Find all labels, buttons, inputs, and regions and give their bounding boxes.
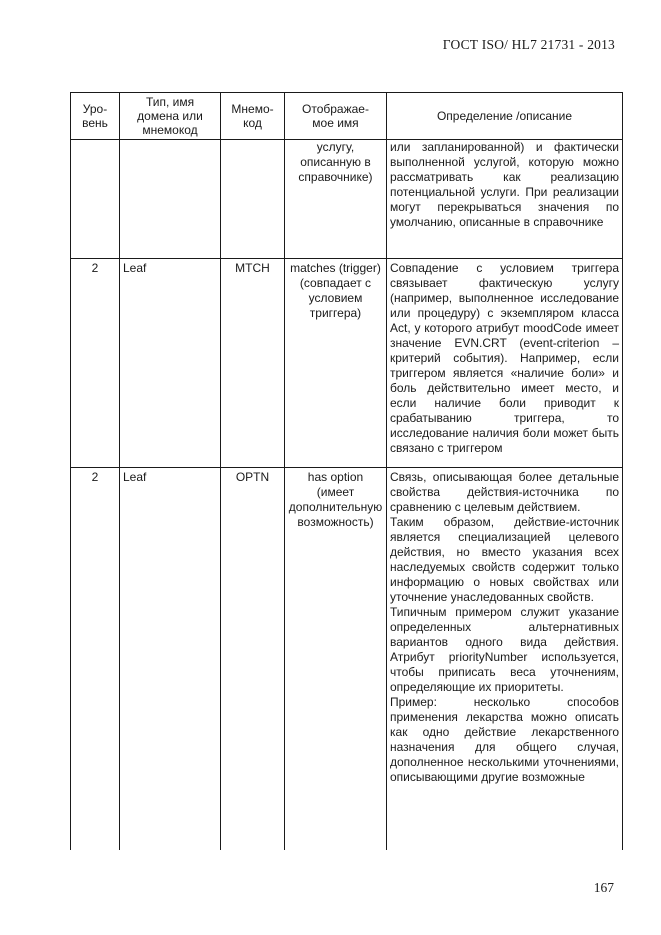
table-header-row	[71, 93, 623, 140]
cell-display-name	[285, 468, 387, 851]
definition-paragraph: Пример: несколько способов применения лекарства можно описать как одно действие лекарственного назначения для общего случая, дополненное несколькими уточнениями, описывающими другие возможные	[390, 695, 619, 784]
definition-paragraph: Совпадение с условием триггера связывает фактическую услугу (например, выполненное исследование или процедуру) с экземпляром класса Act, у которого атрибут moodCode имеет значение EVN.CRT (event-criterion – критерий события). Например, если триггером является «наличие боли» и боль действительно имеет место, и если наличие боли приводит к срабатыванию триггера, то исследование наличия боли может быть связано с триггером	[390, 261, 619, 455]
table-row	[71, 140, 623, 259]
cell-display-name	[285, 140, 387, 259]
definition-paragraph: или запланированной) и фактически выполненной услугой, которую можно рассматривать как реализацию потенциальной услуги. При реализации могут перекрываться значения по умолчанию, описанные в справочнике	[390, 140, 619, 229]
table-row	[71, 468, 623, 851]
cell-type: Leaf	[120, 468, 221, 851]
page-number: 167	[593, 880, 614, 895]
cell-type	[120, 140, 221, 259]
column-header-type: Тип, имя домена или мнемокод	[120, 93, 221, 140]
cell-type: Leaf	[120, 259, 221, 468]
cell-definition	[387, 468, 623, 851]
cell-level: 2	[71, 468, 120, 851]
cell-display-name	[285, 259, 387, 468]
column-header-level: Уро- вень	[71, 93, 120, 140]
cell-definition	[387, 140, 623, 259]
column-header-display: Отображае- мое имя	[285, 93, 387, 140]
cell-mnemonic: MTCH	[221, 259, 285, 468]
display-text: matches (trigger) (совпадает с условием триггера)	[290, 261, 381, 320]
table-row	[71, 259, 623, 468]
cell-mnemonic	[221, 140, 285, 259]
page-header-standard: ГОСТ ISO/ HL7 21731 - 2013	[442, 37, 615, 52]
display-text: услугу, описанную в справочнике)	[298, 140, 373, 184]
cell-level	[71, 140, 120, 259]
definitions-table	[70, 92, 623, 850]
definition-paragraph: Связь, описывающая более детальные свойства действия-источника по сравнению с целевым действием.	[390, 470, 619, 514]
cell-definition	[387, 259, 623, 468]
column-header-mnemonic: Мнемо- код	[221, 93, 285, 140]
cell-level: 2	[71, 259, 120, 468]
cell-mnemonic: OPTN	[221, 468, 285, 851]
column-header-definition: Определение /описание	[387, 93, 623, 140]
definition-paragraph: Типичным примером служит указание определенных альтернативных вариантов одного вида действия. Атрибут priorityNumber используется, чтобы приписать веса уточнениям, определяющие их приоритеты.	[390, 605, 619, 694]
display-text: has option (имеет дополнительную возможность)	[288, 470, 383, 529]
definition-paragraph: Таким образом, действие-источник является специализацией целевого действия, но вместо указания всех наследуемых свойств содержит только информацию о новых свойствах или уточнение унаследованных свойств.	[390, 515, 619, 604]
